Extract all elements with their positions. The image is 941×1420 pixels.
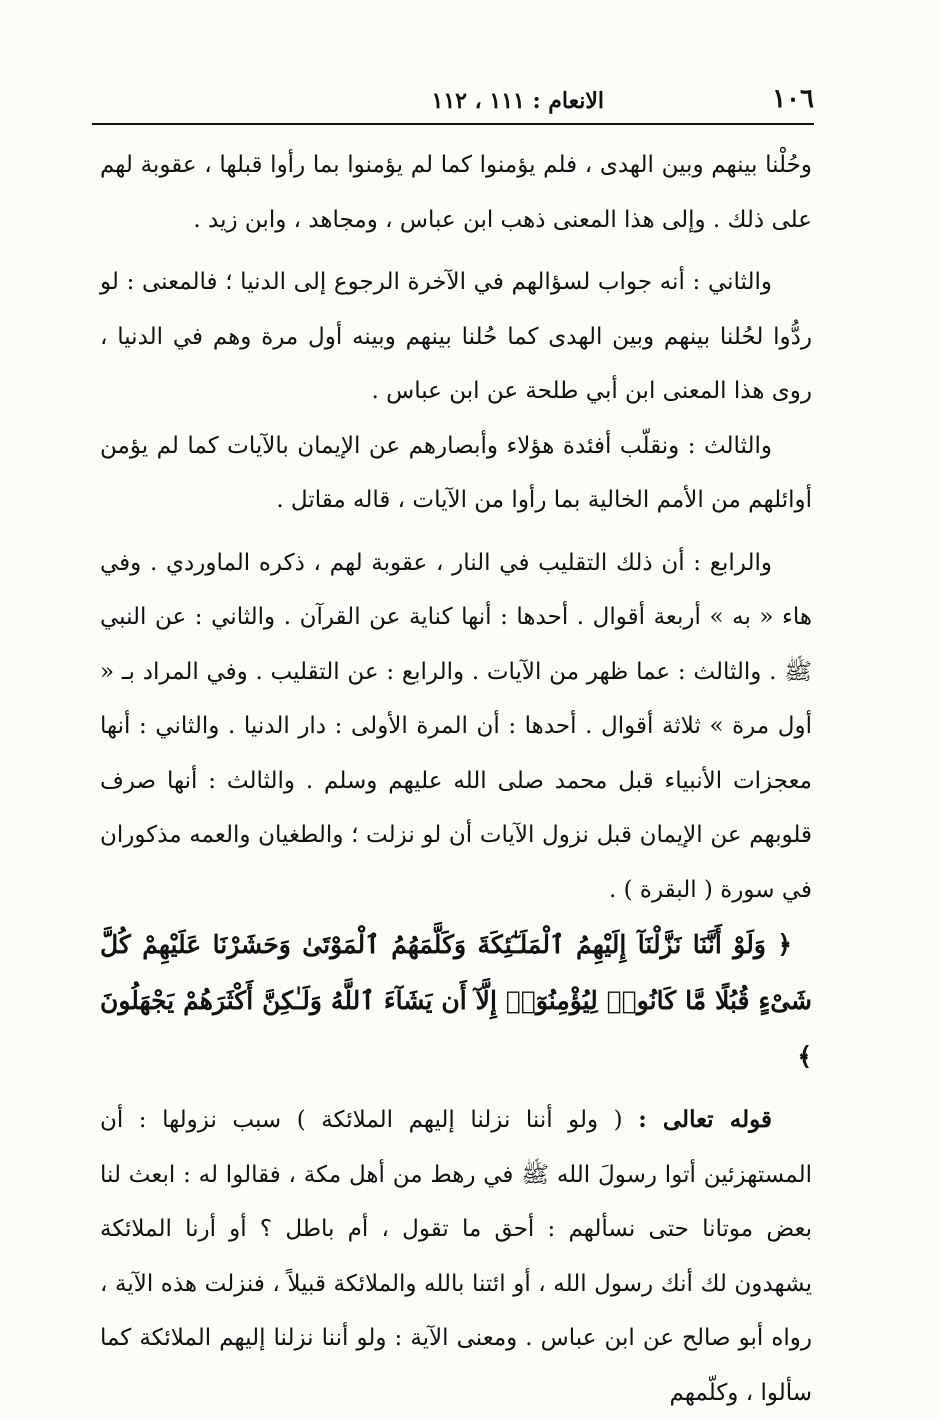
paragraph-5-lead: قوله تعالى : xyxy=(638,1106,773,1133)
main-text xyxy=(100,138,812,1420)
paragraph-5 xyxy=(100,1093,812,1420)
paragraph-5-text: ( ولو أننا نزلنا إليهم الملائكة ) سبب نزولها : أن المستهزئين أتوا رسولَ الله ﷺ في رهط من أهل مكة ، فقالوا له : ابعث لنا بعض موتانا حتى نسألهم : أحق ما تقول ، أم باطل ؟ أو أرنا الملائكة يشهدون لك أنك رسول الله ، أو ائتنا بالله والملائكة قبيلاً ، فنزلت هذه الآية ، رواه أبو صالح عن ابن عباس . ومعنى الآية : ولو أننا نزلنا إليهم الملائكة كما سألوا ، وكلّمهم xyxy=(100,1107,812,1406)
paragraph-1: وحُلْنا بينهم وبين الهدى ، فلم يؤمنوا كما لم يؤمنوا بما رأوا قبلها ، عقوبة لهم على ذلك . وإلى هذا المعنى ذهب ابن عباس ، ومجاهد ، وابن زيد . xyxy=(100,152,812,233)
quran-verse: ﴿ وَلَوْ أَنَّنَا نَزَّلْنَآ إِلَيْهِمُ ٱلْمَلَـٰٓئِكَةَ وَكَلَّمَهُمُ ٱلْمَوْتَىٰ وَحَشَرْنَا عَلَيْهِمْ كُلَّ شَىْءٍ قُبُلًا مَّا كَانُوا۟ لِيُؤْمِنُوٓا۟ إِلَّآ أَن يَشَآءَ ٱللَّهُ وَلَـٰكِنَّ أَكْثَرَهُمْ يَجْهَلُونَ ﴾ xyxy=(100,930,812,1071)
paragraph-3: والثالث : ونقلّب أفئدة هؤلاء وأبصارهم عن الإيمان بالآيات كما لم يؤمن أوائلهم من الأمم الخالية بما رأوا من الآيات ، قاله مقاتل . xyxy=(100,432,812,513)
header-rule xyxy=(92,123,814,125)
running-title: الانعام : ١١١ ، ١١٢ xyxy=(431,88,604,114)
page-number: ١٠٦ xyxy=(772,84,814,114)
paragraph-4: والرابع : أن ذلك التقليب في النار ، عقوبة لهم ، ذكره الماوردي . وفي هاء « به » أربعة أقوال . أحدها : أنها كناية عن القرآن . والثاني : عن النبي ﷺ . والثالث : عما ظهر من الآيات . والرابع : عن التقليب . وفي المراد بـ « أول مرة » ثلاثة أقوال . أحدها : أن المرة الأولى : دار الدنيا . والثاني : أنها معجزات الأنبياء قبل محمد صلى الله عليهم وسلم . والثالث : أنها صرف قلوبهم عن الإيمان قبل نزول الآيات أن لو نزلت ؛ والطغيان والعمه مذكوران في سورة ( البقرة ) . xyxy=(100,549,812,903)
paragraph-2: والثاني : أنه جواب لسؤالهم في الآخرة الرجوع إلى الدنيا ؛ فالمعنى : لو ردُّوا لحُلنا بينهم وبين الهدى كما حُلنا بينهم وبينه أول مرة وهم في الدنيا ، روى هذا المعنى ابن أبي طلحة عن ابن عباس . xyxy=(100,269,812,404)
page-header xyxy=(92,84,814,120)
